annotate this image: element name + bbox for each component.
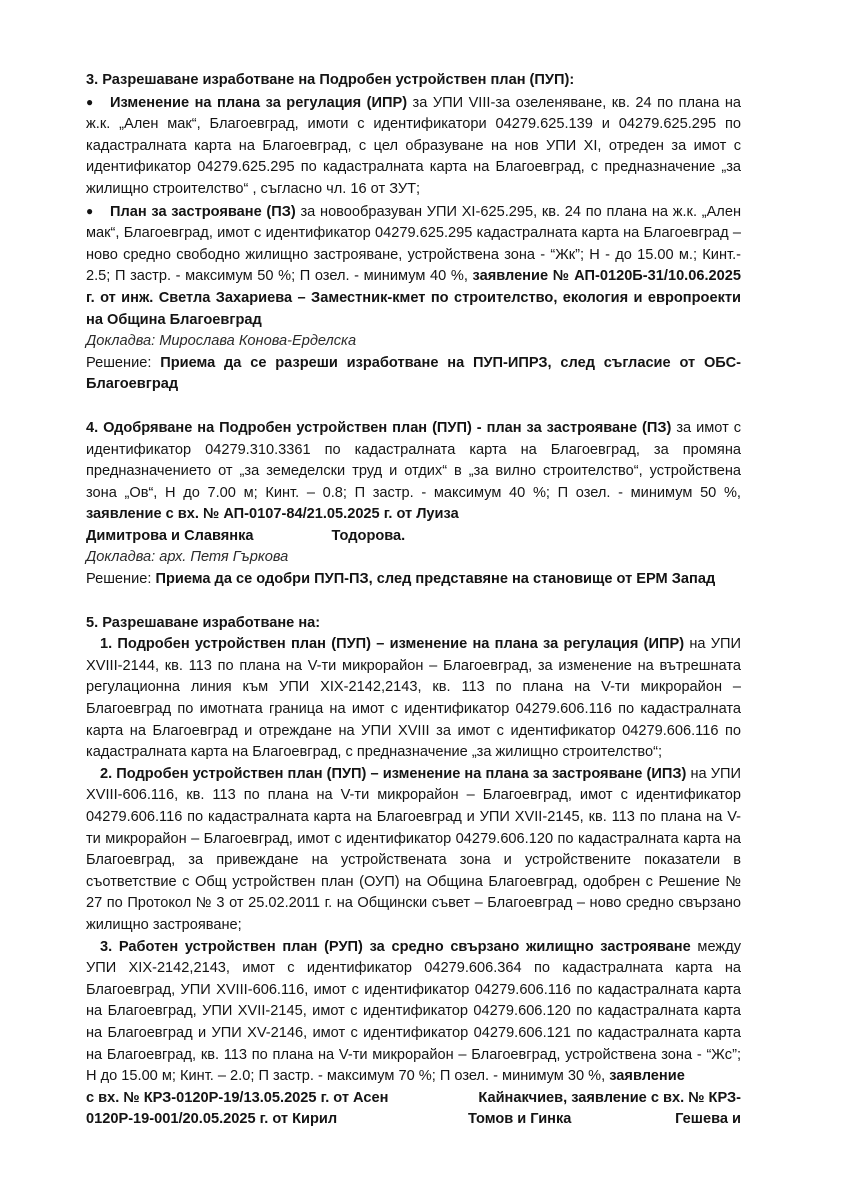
bullet-icon: ● [86, 203, 94, 218]
section-3-heading: 3. Разрешаване изработване на Подробен устройствен план (ПУП): [86, 72, 575, 88]
section-4-decision: Решение: Приема да се одобри ПУП-ПЗ, след представяне на становище от ЕРМ Запад [86, 571, 716, 588]
section-5-item-3-applicants-line-2: 0120Р-19-001/20.05.2025 г. от Кирил Томов и Гинка Гешева и [86, 1111, 741, 1128]
section-5-heading: 5. Разрешаване изработване на: [86, 614, 321, 631]
section-4-reporter: Докладва: арх. Петя Гъркова [86, 549, 289, 566]
document-page [86, 70, 741, 1131]
section-5-item-1: 1. Подробен устройствен план (ПУП) – изменение на плана за регулация (ИПР) на УПИ XVIII-2144, кв. 113 по плана на V-ти микрорайон – Благоевград, за изменение на вътрешната регулационна линия към УПИ XIX-2142,2143, кв. 113 по плана на V-ти микрорайон – Благоевград по имотната граница на имот с идентификатор 04279.606.116 по кадастралната карта на Благоевград и отреждане на УПИ XVIII за имот с идентификатор 04279.606.116 по кадастралната карта на Благоевград, с предназначение „за жилищно строителство“; [86, 636, 741, 761]
section-3-bullet-2: ● План за застрояване (ПЗ) за новообразуван УПИ XI-625.295, кв. 24 по плана на ж.к. „Ален мак“, Благоевград, имот с идентификатор 04279.625.295 кадастралната карта на Благоевград – ново средно свободно жилищно застрояване, устройствена зона - “Жк”; Н - до 15.00 м.; Кинт.- 2.5; П застр. - максимум 50 %; П озел. - минимум 40 %, заявление № АП-0120Б-31/10.06.2025 г. от инж. Светла Захариева – Заместник-кмет по строителство, екология и европроекти на Община Благоевград [86, 201, 741, 332]
section-3-bullet-1: ● Изменение на плана за регулация (ИПР) за УПИ VIII-за озеленяване, кв. 24 по плана на ж.к. „Ален мак“, Благоевград, имоти с идентификатори 04279.625.139 и 04279.625.295 по кадастралната карта на Благоевград, с цел образуване на нов УПИ XI, отреден за имот с идентификатор 04279.625.295 по кадастралната карта на Благоевград, с предназначение „за жилищно строителство“ , съгласно чл. 16 от ЗУТ; [86, 92, 741, 201]
spacer [86, 591, 741, 613]
section-5-item-2: 2. Подробен устройствен план (ПУП) – изменение на плана за застрояване (ИПЗ) на УПИ XVIII-606.116, кв. 113 по плана на V-ти микрорайон – Благоевград, имот с идентификатор 04279.606.116 по кадастралната карта на Благоевград и УПИ XVII-2145, кв. 113 по плана на V-ти микрорайон – Благоевград, имот с идентификатор 04279.606.120 по кадастралната карта на Благоевград, за привеждане на устройствената зона и устройствените показатели в съответствие с Общ устройствен план (ОУП) на Община Благоевград, одобрен с Решение № 27 по Протокол № 3 от 25.02.2011 г. на Общински съвет – Благоевград – ново средно свързано жилищно застрояване; [86, 765, 741, 933]
bullet-icon: ● [86, 94, 94, 109]
section-5-item-3-applicants-line-1: с вх. № КРЗ-0120Р-19/13.05.2025 г. от Асен Кайнакчиев, заявление с вх. № КРЗ- [86, 1089, 741, 1106]
section-5-item-3: 3. Работен устройствен план (РУП) за средно свързано жилищно застрояване между УПИ XIX-2142,2143, имот с идентификатор 04279.606.364 по кадастралната карта на Благоевград, УПИ XVIII-606.116, имот с идентификатор 04279.606.116 по кадастралната карта на Благоевград, УПИ XVII-2145, имот с идентификатор 04279.606.120 по кадастралната карта на Благоевград и УПИ XV-2146, имот с идентификатор 04279.606.121 по кадастралната карта на Благоевград, кв. 113 по плана на V-ти микрорайон – Благоевград, устройствена зона - “Жс”; Н до 15.00 м; Кинт. – 2.0; П застр. - максимум 70 %; П озел. - минимум 30 %, заявление [86, 938, 741, 1085]
section-4-applicants: Димитрова и Славянка Тодорова. [86, 527, 406, 544]
section-4-body: 4. Одобряване на Подробен устройствен план (ПУП) - план за застрояване (ПЗ) за имот с идентификатор 04279.310.3361 по кадастралната карта на Благоевград, за промяна предназначението от „за земеделски труд и отдих“ в „за вилно строителство“, устройствена зона „Ов“, Н до 7.00 м; Кинт. – 0.8; П застр. - максимум 40 %; П озел. - минимум 50 %, заявление с вх. № АП-0107-84/21.05.2025 г. от Луиза [86, 419, 741, 523]
section-3-decision: Решение: Приема да се разреши изработване на ПУП-ИПРЗ, след съгласие от ОБС-Благоевград [86, 354, 741, 393]
section-3-reporter: Докладва: Мирослава Конова-Ерделска [86, 333, 357, 350]
spacer [86, 396, 741, 418]
